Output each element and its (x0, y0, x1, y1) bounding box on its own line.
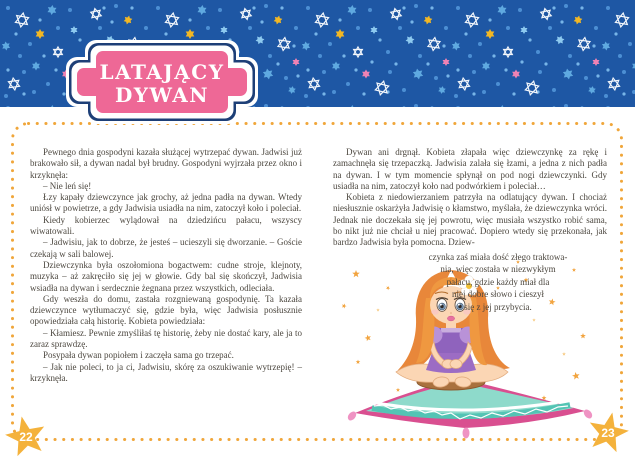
wrap-line: niej dobre słowo i cieszył (452, 289, 544, 300)
paragraph: Dziewczynka była oszołomiona bogactwem: cudne stroje, klejnoty, muzyka – aż zakręciło się jej w głowie. Gdy bal się skończył, Jadwisia wsiadła na dywan i serdecznie żegnana przez wszystkich, odleciała. (30, 259, 302, 293)
neckline (441, 328, 461, 333)
wrap-line: się z jej przybycia. (464, 302, 532, 313)
paragraph: – Jak nie poleci, to ja ci, Jadwisiu, skórę za oszukiwanie wytrzepię! – krzyknęła. (30, 361, 302, 383)
paragraph: Posypała dywan popiołem i zaczęła sama go trzepać. (43, 350, 234, 361)
right-page-text (333, 147, 607, 314)
paragraph: Kobieta z niedowierzaniem patrzyła na odlatujący dywan. I chociaż niesłusznie oskarżyła Jadwisię o kłamstwo, myślała, że dziewczynka wróci. Jednak nie doczekała się jej powrotu, więc musiała wszystko robić sama, bo nikt już nie chciał u niej pracować. Dopiero wtedy się przekonała, jak bardzo Jadwisia była pomocna. Dziew- (333, 192, 607, 248)
wrap-line: czynka zaś miała dość złego traktowa- (428, 251, 568, 262)
paragraph: Gdy weszła do domu, zastała rozgniewaną gospodynię. Ta kazała dziewczynce wytłumaczyć się, gdzie była, więc Jadwisia posłusznie opowiedziała całą historię. Kobieta powiedziała: (30, 293, 302, 327)
paragraph: – Nie leń się! (43, 180, 92, 191)
paragraph: Kiedy kobierzec wylądował na dziedzińcu pałacu, wszyscy wiwatowali. (30, 214, 302, 237)
page-number-star-right (585, 410, 631, 456)
page-title (66, 40, 258, 124)
title-line-1: LATAJĄCY (99, 59, 225, 84)
wrap-line: pałacu, gdzie każdy miał dla (446, 276, 550, 287)
page-number-star-left (3, 414, 49, 458)
paragraph: – Kłamiesz. Pewnie zmyśliłaś tę historię, żeby nie dostać kary, ale ja to zaraz sprawdzę. (30, 327, 302, 350)
title-line-2: DYWAN (114, 82, 210, 107)
title-badge (66, 40, 258, 124)
paragraph: – Jadwisiu, jak to dobrze, że jesteś – ucieszyli się dworzanie. – Goście czekają w sali balowej. (30, 237, 302, 259)
wrapped-text-block (391, 251, 605, 314)
page-number-left: 22 (19, 430, 33, 444)
left-page-text (30, 147, 302, 384)
paragraph: Pewnego dnia gospodyni kazała służącej wytrzepać dywan. Jadwisi już brakowało sił, a dywan nadal był brudny. Gospodyni wyjrzała przez okno i krzyknęła: (30, 147, 302, 180)
paragraph: Dywan ani drgnął. Kobieta złapała więc dziewczynkę za rękę i zamachnęła się trzepaczką. Jadwisia zalała się łzami, a jedna z nich padła na dywan. I w tym momencie spłynął on pod nogi dziewczynki. Gdy usiadła na nim, zatoczył koło nad podwórkiem i poleciał… (333, 147, 607, 191)
page-number-right: 23 (601, 426, 615, 440)
wrap-line: nia, więc została w niezwykłym (440, 264, 556, 275)
paragraph: Łzy kapały dziewczynce jak grochy, aż jedna padła na dywan. Wtedy uniósł w powietrze, a gdy Jadwisia usiadła na nim, zatoczył koło i poleciał. (30, 192, 302, 214)
mouth (447, 316, 454, 321)
